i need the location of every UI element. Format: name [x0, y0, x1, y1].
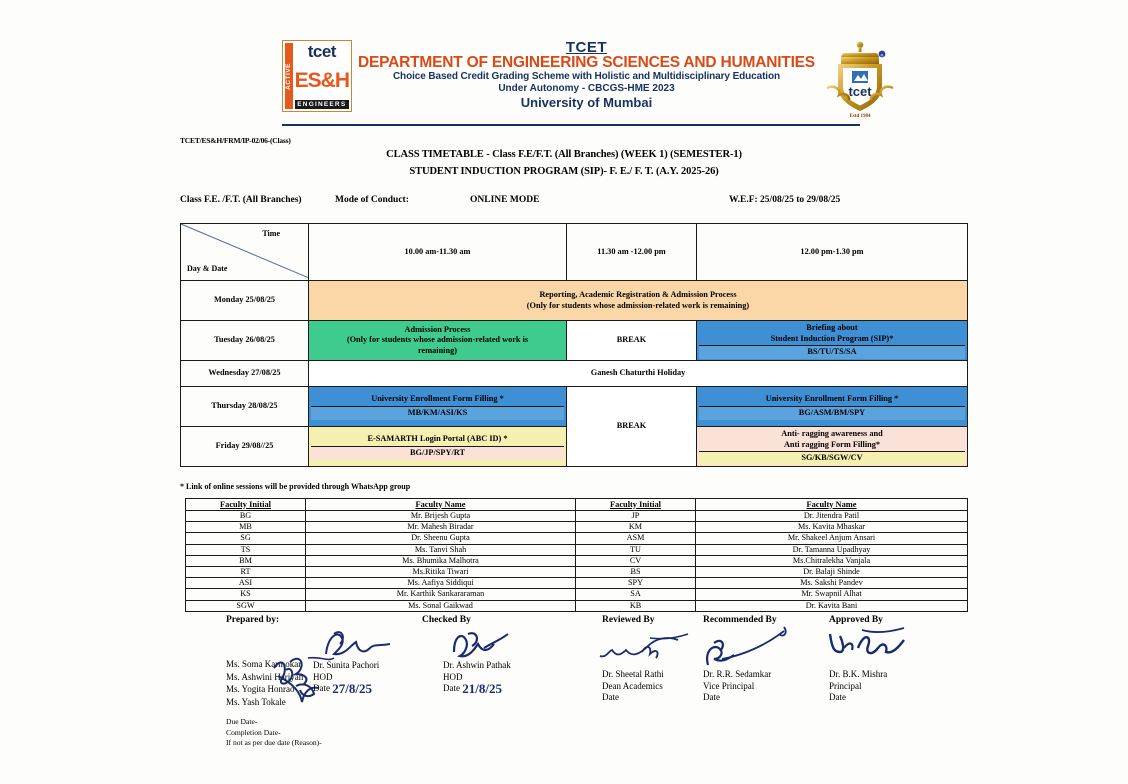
faculty-row	[186, 511, 968, 522]
svg-text:tcet: tcet	[848, 84, 872, 99]
faculty-name-cell: Ms. Sakshi Pandev	[696, 578, 968, 589]
hod1-name: Dr. Sunita Pachori	[313, 660, 380, 670]
tuesday-slot1-line3: remaining)	[417, 345, 458, 355]
tuesday-slot1-line1: Admission Process	[404, 324, 471, 334]
day-label-monday: Monday 25/08/25	[181, 281, 309, 321]
friday-slot3-faculty: SG/KB/SGW/CV	[699, 452, 965, 465]
meta-mode-label: Mode of Conduct:	[335, 195, 409, 205]
faculty-initial-cell: RT	[186, 566, 306, 577]
hod2-signature-ink	[450, 630, 512, 662]
day-label-friday: Friday 29/08//25	[181, 427, 309, 467]
corner-diagonal-cell	[181, 224, 309, 281]
prepared-name-1: Ms. Soma Karmokar	[226, 659, 302, 669]
institute-abbr: TCET	[565, 39, 608, 56]
friday-slot3-text	[699, 428, 965, 452]
faculty-row	[186, 578, 968, 589]
faculty-name-cell: Dr. Tamanna Upadhyay	[696, 544, 968, 555]
faculty-initial-cell: TU	[576, 544, 696, 555]
checked-by-label: Checked By	[422, 615, 471, 625]
day-label-thursday: Thursday 28/08/25	[181, 387, 309, 427]
tuesday-slot3-cell	[697, 321, 968, 361]
recommended-name: Dr. R.R. Sedamkar	[703, 669, 772, 679]
faculty-name-cell: Ms. Kavita Mhaskar	[696, 522, 968, 533]
friday-slot1-faculty: BG/JP/SPY/RT	[311, 447, 564, 460]
recommended-role: Vice Principal	[703, 680, 755, 691]
faculty-initial-cell: KB	[576, 600, 696, 611]
faculty-row	[186, 600, 968, 611]
reviewed-name: Dr. Sheetal Rathi	[602, 669, 664, 679]
thursday-slot1-cell	[309, 387, 567, 427]
time-slot-1: 10.00 am-11.30 am	[309, 224, 567, 281]
thursday-slot3-cell	[697, 387, 968, 427]
faculty-name-cell: Ms. Tanvi Shah	[306, 544, 576, 555]
active-label	[285, 43, 293, 109]
thursday-friday-break-cell: BREAK	[567, 387, 697, 467]
wednesday-holiday-cell: Ganesh Chaturthi Holiday	[309, 361, 968, 387]
scheme-subtitle: Choice Based Credit Grading Scheme with Holistic and Multidisciplinary Education	[392, 71, 781, 82]
faculty-initial-cell: SGW	[186, 600, 306, 611]
autonomy-subtitle: Under Autonomy - CBCGS-HME 2023	[498, 83, 675, 94]
department-name: DEPARTMENT OF ENGINEERING SCIENCES AND HUMANITIES	[358, 54, 815, 71]
hod1-role: HOD	[313, 671, 333, 682]
faculty-initial-cell: SPY	[576, 578, 696, 589]
checked-by-block	[422, 615, 471, 625]
faculty-name-cell: Mr. Karthik Sankararaman	[306, 589, 576, 600]
faculty-name-cell: Ms. Aafiya Siddiqui	[306, 578, 576, 589]
page-title: CLASS TIMETABLE - Class F.E/F.T. (All Branches) (WEEK 1) (SEMESTER-1)	[386, 149, 742, 160]
hod2-name: Dr. Ashwin Pathak	[443, 660, 511, 670]
reviewed-role: Dean Academics	[602, 680, 663, 691]
hod2-role: HOD	[443, 671, 463, 682]
prepared-name-4: Ms. Yash Tokale	[226, 696, 286, 707]
faculty-name-cell: Dr. Jitendra Patil	[696, 511, 968, 522]
monday-activity-cell	[309, 281, 968, 321]
friday-slot1-text: E-SAMARTH Login Portal (ABC ID) *	[311, 433, 564, 447]
hod1-date-label: Date	[313, 683, 330, 693]
faculty-initial-cell: BS	[576, 566, 696, 577]
hod1-block	[313, 660, 379, 695]
recommended-by-label: Recommended By	[703, 615, 777, 625]
page-subtitle: STUDENT INDUCTION PROGRAM (SIP)- F. E./ F. T. (A.Y. 2025-26)	[409, 166, 719, 177]
prepared-name-2: Ms. Ashwini Hariyan	[226, 671, 304, 682]
tcet-crest-logo	[821, 40, 899, 120]
faculty-name-cell: Ms. Bhumika Malhotra	[306, 555, 576, 566]
timetable-row-monday	[181, 281, 968, 321]
prepared-due-block	[226, 717, 322, 749]
faculty-initial-cell: BM	[186, 555, 306, 566]
tuesday-slot3-text	[699, 322, 965, 346]
faculty-header-row	[186, 499, 968, 511]
document-code: TCET/ES&H/FRM/IP-02/06-(Class)	[180, 136, 291, 145]
header-divider-rule	[282, 124, 860, 126]
tuesday-slot3-faculty: BS/TU/TS/SA	[699, 346, 965, 359]
faculty-initial-cell: SG	[186, 533, 306, 544]
timetable-row-thursday	[181, 387, 968, 427]
faculty-header-initial-2: Faculty Initial	[576, 499, 696, 511]
due-date-label: Due Date-	[226, 717, 258, 726]
thursday-slot3-text: University Enrollment Form Filling *	[699, 393, 965, 407]
meta-mode-value: ONLINE MODE	[470, 195, 540, 205]
friday-slot3-line2: Anti ragging Form Filling*	[783, 439, 881, 449]
approved-by-label: Approved By	[829, 615, 883, 625]
corner-time-label: Time	[262, 229, 280, 238]
monday-line1: Reporting, Academic Registration & Admission Process	[539, 290, 737, 299]
university-name: University of Mumbai	[520, 95, 653, 110]
faculty-legend-table	[185, 498, 968, 612]
faculty-name-cell: Ms.Ritika Tiwari	[306, 566, 576, 577]
prepared-by-label: Prepared by:	[226, 615, 280, 625]
approved-date-label: Date	[829, 692, 846, 702]
reviewed-signature-ink	[598, 632, 690, 664]
approved-role: Principal	[829, 680, 862, 691]
thursday-slot1-text: University Enrollment Form Filling *	[311, 393, 564, 407]
faculty-name-cell: Mr. Shakeel Anjum Ansari	[696, 533, 968, 544]
meta-wef: W.E.F: 25/08/25 to 29/08/25	[729, 195, 841, 205]
friday-slot3-line1: Anti- ragging awareness and	[781, 429, 883, 438]
faculty-initial-cell: KM	[576, 522, 696, 533]
hod2-date-line	[443, 683, 511, 695]
hod2-date-value: 21/8/25	[462, 681, 502, 696]
reviewed-date-label: Date	[602, 692, 619, 702]
letterhead-text-block	[352, 40, 821, 111]
reason-label: If not as per due date (Reason)-	[226, 738, 322, 747]
completion-date-label: Completion Date-	[226, 727, 281, 737]
recommended-date-label: Date	[703, 692, 720, 702]
friday-slot3-cell	[697, 427, 968, 467]
approved-name: Dr. B.K. Mishra	[829, 669, 888, 679]
logo-esh-text: ES&H	[294, 68, 349, 92]
friday-slot1-cell	[309, 427, 567, 467]
faculty-row	[186, 566, 968, 577]
hod1-signature-ink	[322, 628, 402, 662]
faculty-initial-cell: SA	[576, 589, 696, 600]
thursday-slot3-faculty: BG/ASM/BM/SPY	[699, 407, 965, 420]
class-timetable	[180, 223, 968, 467]
faculty-row	[186, 522, 968, 533]
crest-estd-text: Estd 1984	[849, 114, 871, 119]
hod1-date-value: 27/8/25	[332, 681, 372, 696]
day-label-tuesday: Tuesday 26/08/25	[181, 321, 309, 361]
corner-day-label: Day & Date	[187, 263, 228, 273]
time-slot-3: 12.00 pm-1.30 pm	[697, 224, 968, 281]
tuesday-slot3-line1: Briefing about	[806, 323, 858, 332]
logo-engineers-text: ENGINEERS	[295, 100, 349, 109]
hod2-block	[443, 660, 511, 695]
faculty-name-cell: Dr. Sheenu Gupta	[306, 533, 576, 544]
hod1-date-line	[313, 683, 379, 695]
faculty-name-cell: Mr. Mahesh Biradar	[306, 522, 576, 533]
tuesday-slot1-line2: (Only for students whose admission-related work is	[346, 335, 529, 345]
esh-active-engineers-logo	[282, 40, 352, 112]
tuesday-slot3-line2: Student Induction Program (SIP)*	[770, 333, 894, 343]
recommended-signature-ink	[700, 625, 792, 669]
faculty-initial-cell: KS	[186, 589, 306, 600]
meta-class: Class F.E. /F.T. (All Branches)	[180, 195, 302, 205]
meta-row	[180, 195, 970, 209]
faculty-row	[186, 555, 968, 566]
whatsapp-footnote: * Link of online sessions will be provided through WhatsApp group	[180, 482, 411, 491]
timetable-row-wednesday	[181, 361, 968, 387]
faculty-initial-cell: JP	[576, 511, 696, 522]
hod2-date-label: Date	[443, 683, 460, 693]
faculty-name-cell: Dr. Kavita Bani	[696, 600, 968, 611]
faculty-row	[186, 544, 968, 555]
faculty-initial-cell: TS	[186, 544, 306, 555]
tuesday-slot1-cell	[309, 321, 567, 361]
faculty-header-name-1: Faculty Name	[306, 499, 576, 511]
faculty-name-cell: Ms.Chitralekha Vanjala	[696, 555, 968, 566]
faculty-name-cell: Mr. Brijesh Gupta	[306, 511, 576, 522]
tuesday-break-cell: BREAK	[567, 321, 697, 361]
time-slot-2: 11.30 am -12.00 pm	[567, 224, 697, 281]
faculty-initial-cell: ASI	[186, 578, 306, 589]
letterhead	[282, 39, 884, 132]
faculty-row	[186, 533, 968, 544]
active-text: ACTIVE	[285, 62, 293, 90]
prepared-name-3: Ms. Yogita Honrao	[226, 684, 295, 694]
logo-tcet-text: tcet	[307, 42, 336, 61]
faculty-name-cell: Mr. Swapnil Alhat	[696, 589, 968, 600]
timetable-row-tuesday	[181, 321, 968, 361]
faculty-initial-cell: CV	[576, 555, 696, 566]
faculty-row	[186, 589, 968, 600]
day-label-wednesday: Wednesday 27/08/25	[181, 361, 309, 387]
svg-text:R: R	[880, 52, 884, 58]
faculty-name-cell: Dr. Balaji Shinde	[696, 566, 968, 577]
faculty-initial-cell: MB	[186, 522, 306, 533]
reviewed-by-label: Reviewed By	[602, 615, 655, 625]
faculty-initial-cell: ASM	[576, 533, 696, 544]
faculty-initial-cell: BG	[186, 511, 306, 522]
approved-signature-ink	[826, 624, 912, 664]
timetable-header-row	[181, 224, 968, 281]
faculty-name-cell: Ms. Sonal Gaikwad	[306, 600, 576, 611]
monday-line2: (Only for students whose admission-related work is remaining)	[526, 300, 750, 310]
faculty-header-name-2: Faculty Name	[696, 499, 968, 511]
thursday-slot1-faculty: MB/KM/ASI/KS	[311, 407, 564, 420]
faculty-header-initial-1: Faculty Initial	[186, 499, 306, 511]
